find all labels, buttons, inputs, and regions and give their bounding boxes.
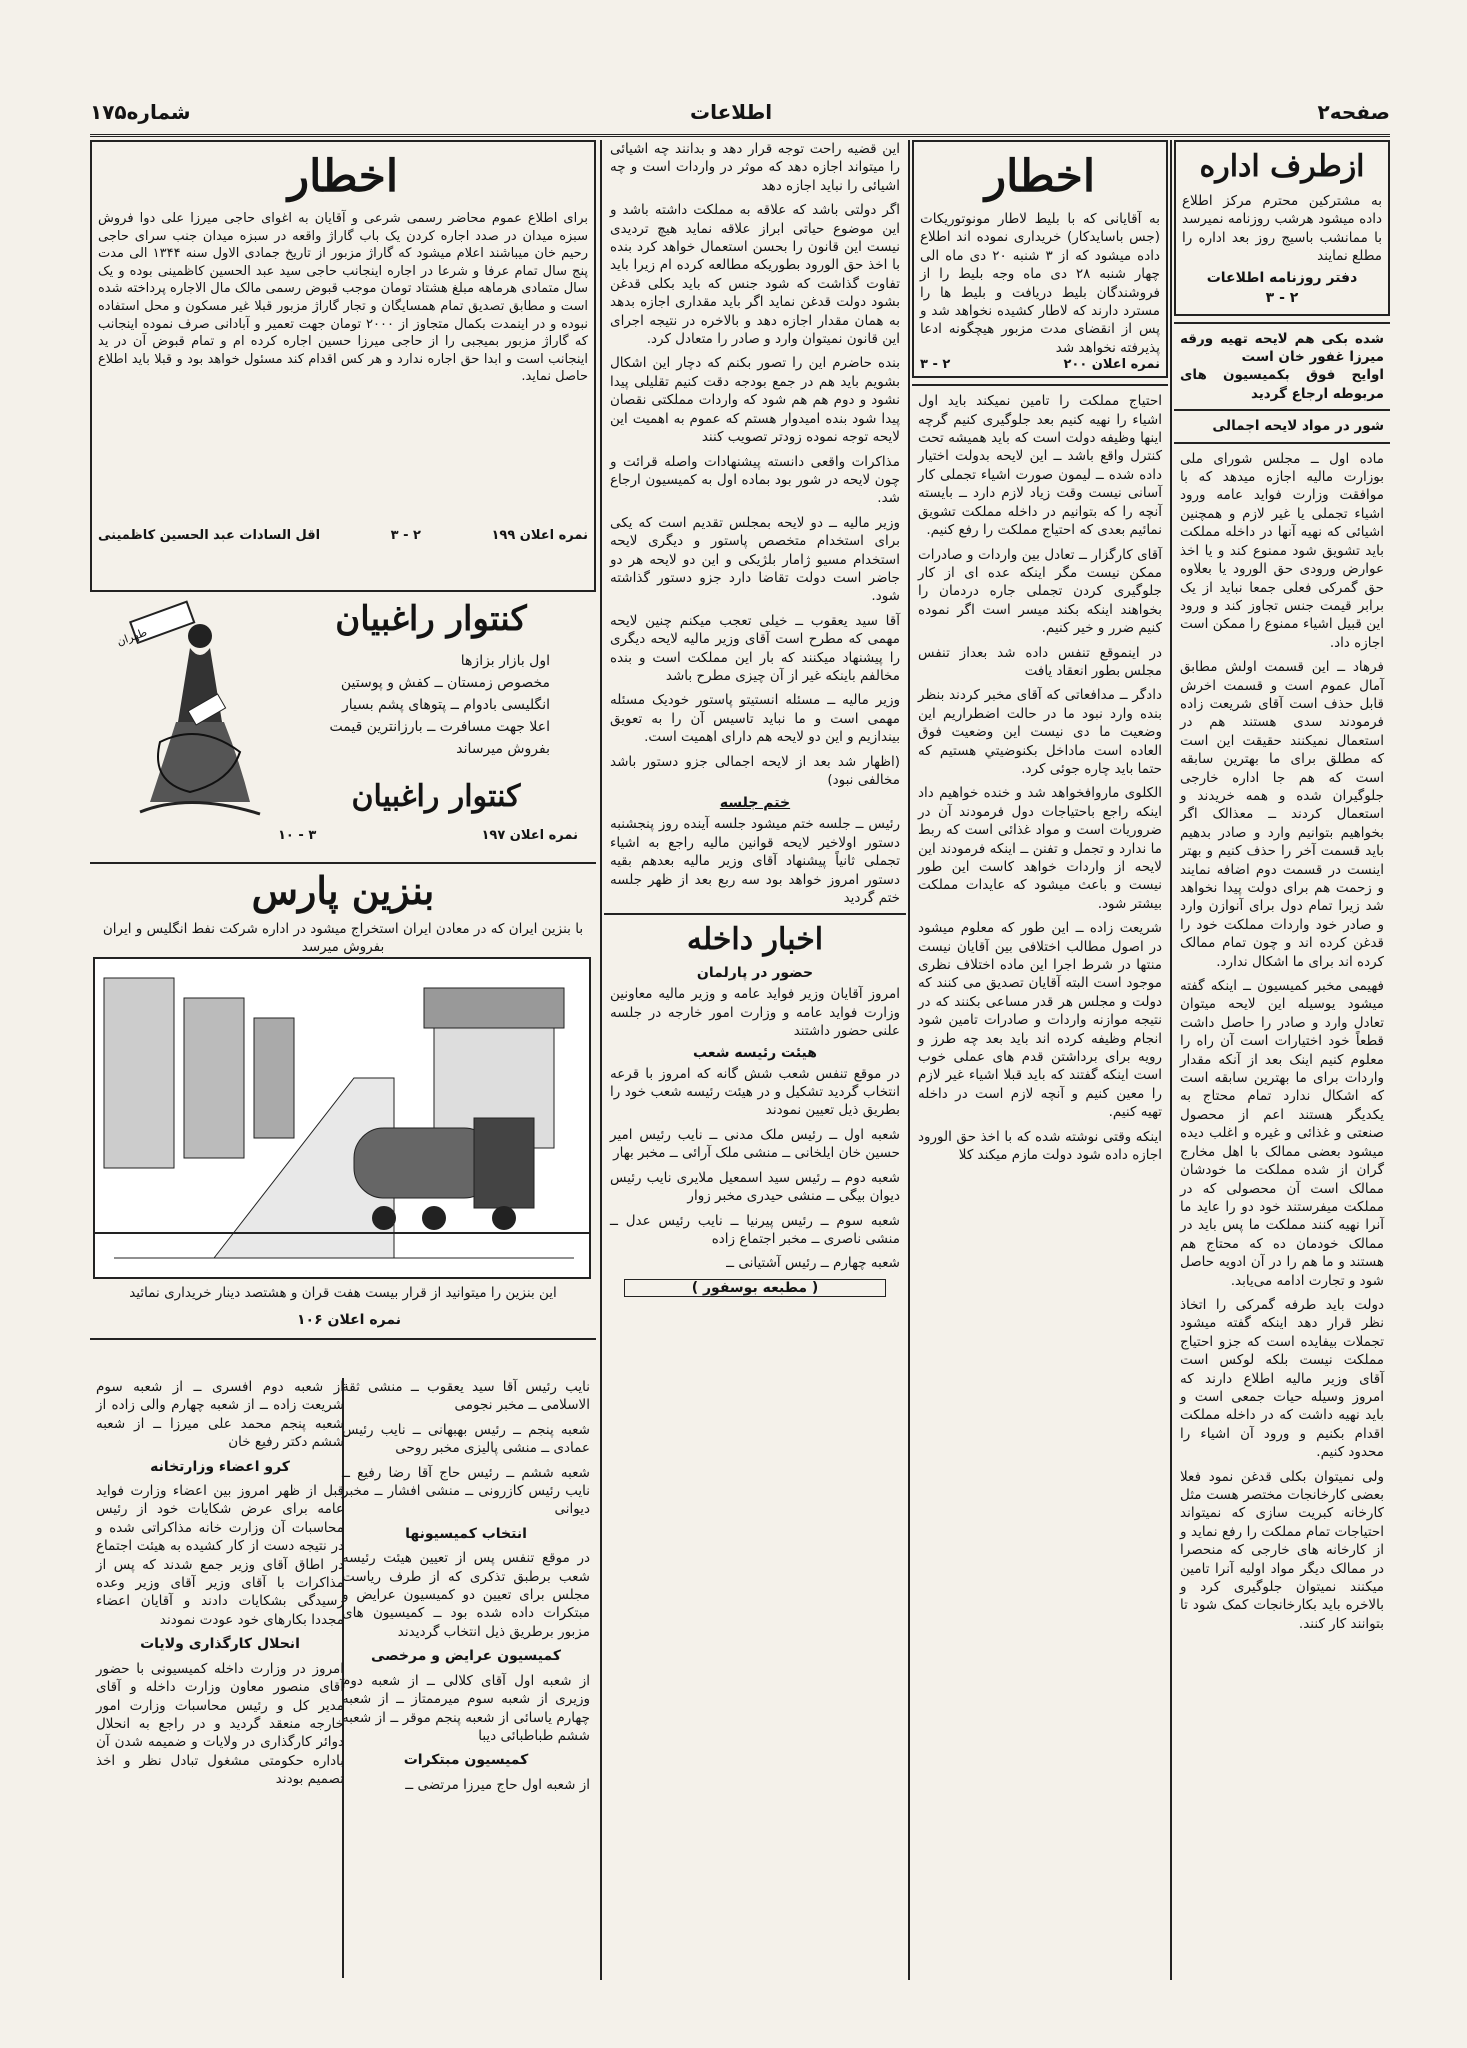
column-2 (912, 140, 1168, 1980)
lottery-warning (912, 140, 1168, 378)
office-notice-ref: ۲ - ۳ (1265, 289, 1299, 306)
raghebian-title: کنتوار راغبیان (335, 599, 527, 639)
benzine-pars-ad (90, 868, 596, 1340)
election-head: هیئت رئیسه شعب (693, 1044, 817, 1061)
paragraph: وزیر مالیه ــ مسئله انستیتو پاستور خودیک مسئله مهمی است و ما نباید تاسیس آن را به تعویق بیندازیم و این دو لایحه هم دارای اهمیت است. (610, 692, 900, 746)
internal-news-title: اخبار داخله (686, 922, 824, 958)
refinery-illustration (94, 958, 590, 1278)
subhead: انتخاب کمیسیونها (405, 1525, 527, 1542)
paragraph: امروز در وزارت داخله کمیسیونی با حضور آقای منصور معاون وزارت داخله و آقای مدیر کل و رئیس محاسبات وزارت امور خارجه منعقد گردید و در راجع به انحلال دوائر کارگذاری در ولایات و ضمیمه شدن آن باداره حکومتی مشغول تبادل نظر و اخذ تصمیم بودند (96, 1660, 344, 1788)
raghebian-ref (272, 828, 584, 843)
lottery-warning-title: اخطار (984, 151, 1096, 202)
paragraph: شعبه چهارم ــ رئیس آشتیانی ــ (726, 1255, 900, 1272)
paragraph: مذاکرات واقعی دانسته پیشنهادات واصله قرائت و چون لایحه در شور بود بماده اول به کمیسیون ارجاع شد. (610, 453, 900, 507)
paragraph: اینکه وقتی نوشته شده که با اخذ حق الورود اجازه داده شود دولت مازم میکند کلا (918, 1128, 1162, 1164)
office-notice-body: به مشترکین محترم مرکز اطلاع داده میشود هرشب روزنامه نمیرسد با ممانشب باسیج روز بعد اداره را مطلع نمایند (1182, 193, 1382, 265)
ad-number: نمره اعلان ۱۹۹ (491, 528, 588, 543)
session-close-label: ختم جلسه (719, 795, 791, 812)
ad-number: نمره اعلان ۱۹۷ (481, 828, 578, 843)
paragraph: فهیمی مخبر کمیسیون ــ اینکه گفته میشود یوسیله این لایحه میتوان تعادل وارد و صادر را حاصل داشت قطعاً خود اختیارات است آن راه را معلوم کنیم اینک بعد از آنکه مقدار واردات برای ما بهترین سابقه است که اشکال ندارد تمام محتاج به یکدیگر هستند اعم از محصول صنعتی و غذائی و غیره و اغلب دیده میشود بعضی ممالک با اهل مخارج گران از شده مملکت ما خودشان ممالک است آن محصولی که در مملکت میفرستند خود دو را عاید ما آنرا نهیه کنند مملکت ما پس باید در ممالک خودمان ده که محتاج هم هستند و ما هم را در آن ادویه حاصل شود و تجارت ادامه می‌یابد. (1180, 978, 1384, 1289)
paragraph: دولت باید طرفه گمرکی را اتخاذ نظر قرار دهد اینکه گفته میشود تجملات بیفایده است که جزو احتیاج مملکت نیست بلکه لوکس است آقای وزیر مالیه اطلاع دارند که امروز وسیله حیات جمعی است و باید نهیه داشت که در داخله مملکت اقدام بکنیم و ورود آن اشیاء را محدود کنیم. (1180, 1296, 1384, 1461)
subhead: کرو اعضاء وزارتخانه (150, 1458, 290, 1475)
page-number: صفحه۲ (1317, 100, 1390, 124)
lottery-warning-body: به آقایانی که با بلیط لاطار مونوتوریکات (جس باسایدکار) خریداری نموده اند اطلاع داده میشود که از ۳ شنبه ۲۰ دی ماه الی چهار شنبه ۲۸ دی ماه وجه بلیط را از فروشندگان بلیط دریافت و بلیط ها را مسترد دارند که لاطار کشیده نخواهد شد و پس از انقضای مدت مزبور هیچگونه ادعا پذیرفته نخواهد شد (920, 211, 1161, 356)
subhead: انحلال کارگذاری ولایات (140, 1636, 300, 1653)
paragraph: دادگر ــ مدافعاتی که آقای مخبر کردند بنظر بنده وارد نبود ما در حالت اضطراریم این وضعیت ما دی نیست این وضعیت فوق العاده است ماداخل بكنوضيتي هستیم که حتما باید چاره جوئی کرد. (918, 687, 1162, 777)
internal-news-body: امروز آقایان وزیر فواید عامه و وزیر مالیه معاونین وزارت فواید عامه و وزارت امور خارجه در جلسه علنی حضور داشتند (610, 986, 900, 1040)
divider (912, 384, 1168, 386)
ad-line: بفروش میرساند (456, 741, 550, 757)
divider (1174, 409, 1390, 411)
paragraph: شریعت زاده ــ این طور که معلوم میشود در اصول مطالب اختلافی بین آقایان نیست منتها در شرط اجرا این ماده اختلاف نظری موجود است البته آقایان تصدیق می کنند که دولت و مجلس هر قدر مساعی بکنند که در نتیجه موازنه واردات و صادرات تامین شود انجام وظیفه کرده اند باید بعد چه طرز و رویه برای برداشتن قدم های عملی خوب است اینکه گفتند که باید قبلا اشیاء غیر لازم را معین کنیم و آنچه لازم است در داخله تهیه کنیم. (918, 920, 1162, 1121)
lower-right-column (336, 1378, 596, 1978)
paragraph: (اظهار شد بعد از لایحه اجمالی جزو دستور باشد مخالفی نبود) (610, 753, 900, 788)
paragraph: از شعبه اول حاج میرزا مرتضی ــ (405, 1776, 590, 1793)
benzine-subtitle: با بنزین ایران که در معادن ایران استخراج میشود در اداره شرکت نفط انگلیس و ایران بفروش میرسد (102, 921, 584, 956)
paragraph: قبل از ظهر امروز بین اعضاء وزارت فواید عامه برای عرض شکایات خود از رئیس محاسبات آن وزارت خانه مذاکراتی شده و در نتیجه دست از کار کشیده به هیئت اجتماع در اطاق آقای وزیر جمع شدند که پس از مذاکرات با آقای وزیر آقای وزیر وعده رسیدگی بشکایات دادند و آقایان اعضاء مجددا بکارهای خود عودت نمودند (96, 1483, 344, 1628)
column-3 (604, 140, 906, 1980)
paragraph: ولی نمیتوان بکلی قدغن نمود فعلا بعضی کارخانجات مختصر هست مثل کارخانه کبریت سازی که نمیتواند احتیاجات تمام مملکت را رفع نماید و از کارخانه های خارجی که منحصرا در ممالک دیگر مواد اولیه آنرا تامین میکنند نمیتوان جلوگیری کرد و بالاخره باید بکارخانجات کمک شود تا بتوانند کار کنند. (1180, 1468, 1384, 1632)
paper-name: اطلاعات (690, 100, 773, 124)
ad-line: اول بازار بزازها (460, 653, 550, 669)
paragraph: شعبه ششم ــ رئیس حاج آقا رضا رفیع ــ نایب رئیس کازرونی ــ منشی افشار ــ مخبر دیوانی (342, 1464, 590, 1518)
benzine-title: بنزین پارس (251, 868, 435, 913)
lower-news (90, 1378, 596, 1978)
divider (604, 913, 906, 915)
ad-line: اعلا جهت مسافرت ــ بارزانترین قیمت (329, 719, 550, 735)
ad-run: ۲ - ۳ (920, 357, 951, 373)
paragraph: آقا سید یعقوب ــ خیلی تعجب میکنم چنین لایحه مهمی که مطرح است آقای وزیر مالیه لایحه دیگری را پیشنهاد میکنند که بار این مملکت است و بنده مخالفم باینکه غیر از آن چیزی مطرح باشد (610, 612, 900, 684)
benzine-caption: این بنزین را میتوانید از قرار بیست هفت قران و هشتصد دینار خریداری نمائید (129, 1285, 557, 1301)
column-rule (600, 140, 602, 1980)
raghebian-ad (90, 592, 596, 864)
paragraph: شعبه سوم ــ رئیس پیرنیا ــ نایب رئیس عدل ــ منشی ناصری ــ مخبر اجتماع زاده (610, 1212, 900, 1247)
column-1 (1174, 140, 1390, 1980)
ad-line: مخصوص زمستان ــ کفش و پوستین (340, 675, 550, 691)
ad-line: انگلیسی بادوام ــ پتوهای پشم بسیار (341, 697, 550, 713)
masthead (90, 98, 1390, 137)
newspaper-page (90, 98, 1390, 1980)
paragraph: شعبه دوم ــ رئیس سید اسمعیل ملایری نایب رئیس دیوان بیگی ــ منشی حیدری مخبر زوار (610, 1169, 900, 1205)
garage-warning (90, 140, 596, 592)
paragraph: اگر دولتی باشد که علاقه به مملکت داشته باشد و این موضوع حیاتی ابراز علاقه نماید هیچ تردیدی نیست این قانون را بحسن استعمال خواهد کرد بنده با اخذ حق الورود بطوریکه مطالعه کرده ام زیرا باید تفاوت گذاشت که شود جنس که باید بکلی قدغن بشود دولت قدغن نماید اگر باید مقداری اجازه بدهد به همان مقدار اجازه دهد و بالاخره در نتیجه اجرای این قانون نمیتوان وارد و صادر را متعادل کرد. (610, 202, 900, 348)
ad-run: ۲ - ۳ (390, 528, 421, 543)
woman-figure-illustration (115, 602, 270, 822)
article-body (1174, 450, 1390, 1634)
benzine-ad-number: نمره اعلان ۱۰۶ (297, 1312, 401, 1328)
ad-number: نمره اعلان ۲۰۰ (1063, 357, 1160, 373)
column-rule (1170, 140, 1172, 1980)
paragraph: این قضیه راحت توجه قرار دهد و بدانند چه اشیائی را میتواند اجازه دهد که موثر در واردات است و چه اشیائی را نباید اجازه دهد (610, 141, 900, 194)
office-notice-sign: دفتر روزنامه اطلاعات (1206, 269, 1358, 286)
printer-credit: ( مطبعه بوسفور ) (624, 1279, 886, 1297)
raghebian-lines (254, 650, 556, 760)
paragraph: شعبه اول ــ رئیس ملک مدنی ــ نایب رئیس امیر حسین خان ایلخانی ــ منشی ملک آرائی ــ مخبر بهار (610, 1126, 900, 1162)
raghebian-brand: کنتوار راغبیان (351, 779, 521, 814)
subhead: کمیسیون مبتکرات (403, 1752, 529, 1769)
paragraph: از شعبه دوم افسری ــ از شعبه سوم شریعت زاده ــ از شعبه چهارم والی زاده از شعبه پنجم محمد علی میرزا ــ از شعبه ششم دکتر رفیع خان (96, 1379, 344, 1451)
paragraph: در موقع تنفس شعب شش گانه که امروز با قرعه انتخاب گردید تشکیل و در هیئت رئیسه شعب خود را بطریق ذیل تعیین نمودند (610, 1065, 900, 1119)
signature: اقل السادات عبد الحسین کاظمینی (98, 528, 321, 543)
news-subhead: اوایح فوق بکمیسیون های مربوطه ارجاع گردید (1180, 367, 1384, 402)
ad-run: ۳ - ۱۰ (278, 828, 317, 843)
paragraph: در موقع تنفس پس از تعیین هیئت رئیسه شعب برطبق تذکری که از طرف ریاست مجلس برای تعیین دو کمیسیون عرایض و مبتکرات داده شده بود ــ کمیسیون های مزبور برطریق ذیل انتخاب گردیدند (342, 1550, 590, 1640)
lower-left-column (90, 1378, 350, 1978)
subhead: کمیسیون عرایض و مرخصی (370, 1648, 562, 1665)
office-notice (1174, 140, 1390, 316)
paragraph: آقای کارگزار ــ تعادل بین واردات و صادرات ممکن نیست مگر اینکه عده ای از کار جلوگیری کردن تجملی جاره دردمان را بخواهند اینکه بکند میسر است اگر نموده کنیم ضرر و خیر کنیم. (918, 546, 1162, 637)
column-rule (908, 140, 910, 1980)
session-close-text: رئیس ــ جلسه ختم میشود جلسه آینده روز پنجشنبه دستور اولاخیر لایحه قوانین مالیه راجع به اشیاء تجملی ثانیاً پیشنهاد آقای وزیر مالیه بعدهم بقیه دستور امروز خواهد بود سه ربع بعد از ظهر جلسه ختم گردید (610, 816, 900, 907)
divider (1174, 322, 1390, 324)
article-body (912, 392, 1168, 1164)
divider (1174, 442, 1390, 444)
paragraph: فرهاد ــ این قسمت اولش مطابق آمال عموم است و قسمت اخرش قابل حذف است آقای شریعت زاده فرمودند سدی هستند هم در استعمال نمیکنند حقیقت این است که مطلق برای ما بهترین سابقه است که هم جا اداره خارجی جلوگیران شده و همه خریدند و استعمال کردند ــ معذالک اگر بخواهیم بتوانیم وارد و صادر بدهیم باید قسمت آخر را حذف کنیم و بهتر اینست در قسمت دوم اضافه نمایند و زحمت هم برای دولت پیدا نخواهد شد زیرا تمام دول برای آنوازن وارد و صادر خود واردات مملکت خود را قدغن کرده اند و چون تمام ممالک کرده اند برای ما اشکال ندارد. (1180, 659, 1384, 970)
news-headline: شده بکی هم لایحه تهیه ورقه میرزا غفور خان است (1180, 330, 1384, 366)
paragraph: ماده اول ــ مجلس شورای ملی بوزارت مالیه اجازه میدهد که با موافقت وزارت فواید عامه ورود اشیاء تجملی یا غیر لازم و همچنین اشیائی که نهیه آنها در داخله مملکت باید تشویق شود ممنوع کند و یا اخذ عوارض ورودی حق الورود یا بعلاوه حق گمرکی فعلی جمعا نباید از یک برابر قیمت جنس تجاوز کند و ورود این قبیل اشیاء ممنوع را ممکن است اجازه داد. (1180, 450, 1384, 651)
paragraph: شعبه پنجم ــ رئیس بهبهانی ــ نایب رئیس عمادی ــ منشی پالیزی مخبر روحی (342, 1421, 590, 1457)
article-body (604, 140, 906, 789)
paragraph: در اینموقع تنفس داده شد بعداز تنفس مجلس بطور انعقاد یافت (918, 644, 1162, 679)
election-body (604, 1065, 906, 1273)
garage-warning-body: برای اطلاع عموم محاضر رسمی شرعی و آقایان به اغوای حاجی میرزا علی دوا فروش سبزه میدان در صدد اجاره کردن یک باب گاراژ واقعه در سبزه میدان جنب سرای حاجی رحیم خان میباشند اعلام میشود که گاراژ مزبور از تاریخ جمادی الاول سنه ۱۳۴۴ الی مدت پنج سال تمام عرفا و شرعا در اجاره اینجانب حاجی سید عبد الحسین کاظمینی بوده و یک سال متمادی هرماهه مبلغ هشتاد تومان موجب قبوض رسمی مالک مال الاجاره پرداخته شده است و مطابق تصدیق تمام همسایگان و تجار گاراژ مزبور قبلا غیر مسکون و محل استفاده نبوده و در اینمدت بکمال متجاوز از ۲۰۰۰ تومان جهت تعمیر و آبادانی صرف نموده اینجانب که گاراژ مزبور بمیجبی را از حاجی میرزا حسین اجاره کرده ام و تمام قبوض آن در ید اینجانب است و ابدا حق اجاره ندارد و هر کس اقدام کند مسئول خواهد بود و قبلا باید اطلاع حاصل نماید. (98, 211, 588, 385)
paragraph: بنده حاضرم این را تصور بکنم که دچار این اشکال بشویم باید هم در جمع بودجه دقت کنیم تقلیلی پیدا نشود و دوم هم هم شود که واردات مملکتی نقصان پیدا شود بنده امیدوار هستم که عموم به اهمیت این لایحه توجه نموده زودتر تصویب کنند (610, 355, 900, 446)
paragraph: الکلوی ماروافخواهد شد و خنده خواهیم داد اینکه راجع باحتیاجات دول فرمودند آن در ضروریات است و مواد غذائی است که ربط ما ندارد و تجمل و تفنن ــ اینکه فرمودند این لایحه از واردات خواهد کاست این طور نیست و باعث میشود که عایدات مملکت بیشتر شود. (918, 785, 1162, 912)
garage-warning-title: اخطار (287, 151, 399, 202)
paragraph: از شعبه اول آقای کلالی ــ از شعبه دوم وزیری از شعبه سوم میرممتاز ــ از شعبه چهارم یاسائی از شعبه پنجم موقر ــ از شعبه ششم طباطبائی دیبا (342, 1672, 590, 1744)
office-notice-title: ازطرف اداره (1199, 149, 1365, 184)
paragraph: وزیر مالیه ــ دو لایحه بمجلس تقدیم است که یکی برای استخدام متخصص پاستور و دیگری لایحه استخدام مسیو ژامار بلژیکی و این دو لایحه هر دو جاضر است دولت تقاضا دارد جزو دستور گذاشته شود. (610, 514, 900, 605)
paragraph: نایب رئیس آقا سید یعقوب ــ منشی ثقة الاسلامی ــ مخبر نجومی (342, 1379, 590, 1414)
column-4 (90, 140, 596, 1980)
news-subhead-2: شور در مواد لایحه اجمالی (1212, 418, 1384, 435)
internal-news-subhead: حضور در پارلمان (696, 965, 814, 982)
lottery-warning-ref (914, 357, 1166, 372)
sign-text: طهران (115, 625, 149, 649)
garage-warning-footer (92, 528, 594, 543)
issue-number: شماره۱۷۵ (90, 100, 191, 124)
paragraph: احتیاج مملکت را تامین نمیکند باید اول اشیاء را نهیه کنیم بعد جلوگیری کنیم گرچه اینها وظیفه دولت است که باید همیشه تحت کنترل واقع باشد ــ این لایحه بدولت اختیار داده شده ــ لیمون صورت اشیاء تجملی کار آسانی نیست وقت زیاد لازم دارد ــ بایسته آنچه را که بتوانیم در داخله مملکت تشویق نمائیم بعدی که احتیاج مملکت را رفع کنیم. (918, 393, 1162, 539)
